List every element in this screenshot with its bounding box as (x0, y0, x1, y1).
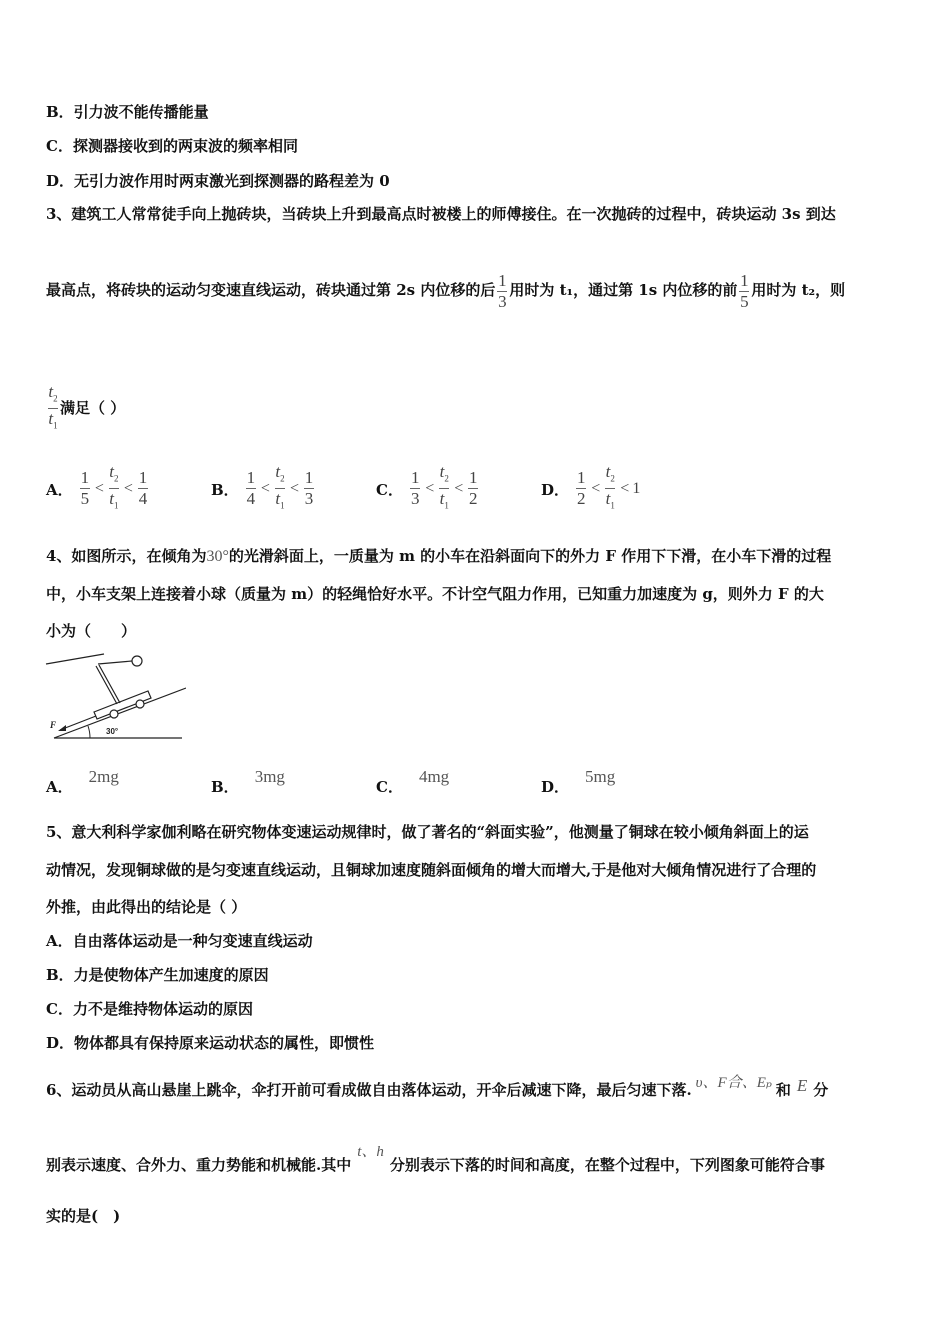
q3-option-a: A． $\frac{1}{5}$ < $\frac{t_2}{t_1}$ < $\frac{1}{4}$ (46, 462, 148, 511)
q5-line1: 5、意大利科学家伽利略在研究物体变速运动规律时，做了著名的“斜面实验”，他测量了铜球在较小倾角斜面上的运 (46, 823, 809, 841)
q5-option-a: A．自由落体运动是一种匀变速直线运动 (46, 932, 313, 950)
q4-option-b: B．3mg (211, 767, 285, 796)
q6-line1: 6、运动员从高山悬崖上跳伞，伞打开前可看成做自由落体运动，开伞后减速下降，最后匀速下落. υ、F合、Eₚ 和 E 分 (46, 1075, 829, 1099)
q4-force-label: F (50, 720, 57, 730)
q2-option-c: C．探测器接收到的两束波的频率相同 (46, 137, 298, 155)
q6-vars2: t、h (357, 1144, 384, 1160)
q3-option-b: B． $\frac{1}{4}$ < $\frac{t_2}{t_1}$ < $\frac{1}{3}$ (211, 462, 314, 511)
q3-line3 (46, 382, 125, 436)
q3-line2-c: 用时为 t₂，则 (751, 281, 846, 299)
q3-frac-one-third: $\frac{1}{3}$ (498, 270, 507, 311)
q4-line2: 中，小车支架上连接着小球（质量为 m）的轻绳恰好水平。不计空气阻力作用，已知重力加速度为 g，则外力 F 的大 (46, 585, 824, 603)
q3-line3-text: 满足（ ） (60, 398, 126, 417)
q4-angle-label: 30° (106, 727, 119, 736)
q4-option-d: D．5mg (541, 767, 616, 796)
q3-frac-one-fifth: $\frac{1}{5}$ (740, 270, 749, 311)
q3-line1: 3、建筑工人常常徒手向上抛砖块，当砖块上升到最高点时被楼上的师傅接住。在一次抛砖的过程中，砖块运动 3s 到达 (46, 205, 836, 223)
q6-vars: υ、F合、Eₚ (695, 1075, 772, 1091)
q4-option-c: C．4mg (376, 767, 450, 796)
q3-option-c: C． $\frac{1}{3}$ < $\frac{t_2}{t_1}$ < $\frac{1}{2}$ (376, 462, 478, 511)
q2-option-d: D．无引力波作用时两束激光到探测器的路程差为 0 (46, 172, 390, 190)
q3-line2-b: 用时为 t₁，通过第 1s 内位移的前 (509, 281, 738, 299)
q4-incline-figure (44, 652, 186, 748)
q4-line1: 4、如图所示，在倾角为30°的光滑斜面上，一质量为 m 的小车在沿斜面向下的外力 F 作用下下滑，在小车下滑的过程 (46, 547, 832, 565)
q6-line3: 实的是( ) (46, 1207, 121, 1225)
q2-option-b: B．引力波不能传播能量 (46, 103, 209, 121)
q3-line2 (46, 266, 845, 314)
q3-line2-a: 最高点，将砖块的运动匀变速直线运动，砖块通过第 2s 内位移的后 (46, 281, 496, 299)
q5-option-b: B．力是使物体产生加速度的原因 (46, 966, 269, 984)
q6-line2: 别表示速度、合外力、重力势能和机械能.其中t、h分别表示下落的时间和高度，在整个过程中，下列图象可能符合事 (46, 1144, 825, 1174)
q5-option-d: D．物体都具有保持原来运动状态的属性，即惯性 (46, 1034, 375, 1052)
q5-line3: 外推，由此得出的结论是（ ） (46, 898, 247, 916)
q4-line3: 小为（ ） (46, 622, 137, 640)
q4-angle: 30° (206, 548, 229, 565)
q6-var-e: E (796, 1076, 808, 1095)
q3-ratio-t2-t1: $\frac{t_2}{t_1}$ (48, 382, 58, 431)
q5-option-c: C．力不是维持物体运动的原因 (46, 1000, 253, 1018)
q5-line2: 动情况，发现铜球做的是匀变速直线运动，且铜球加速度随斜面倾角的增大而增大,于是他对大倾角情况进行了合理的 (46, 861, 817, 879)
q3-option-d: D． $\frac{1}{2}$ < $\frac{t_2}{t_1}$ < 1 (541, 462, 641, 511)
q4-option-a: A．2mg (46, 767, 119, 796)
